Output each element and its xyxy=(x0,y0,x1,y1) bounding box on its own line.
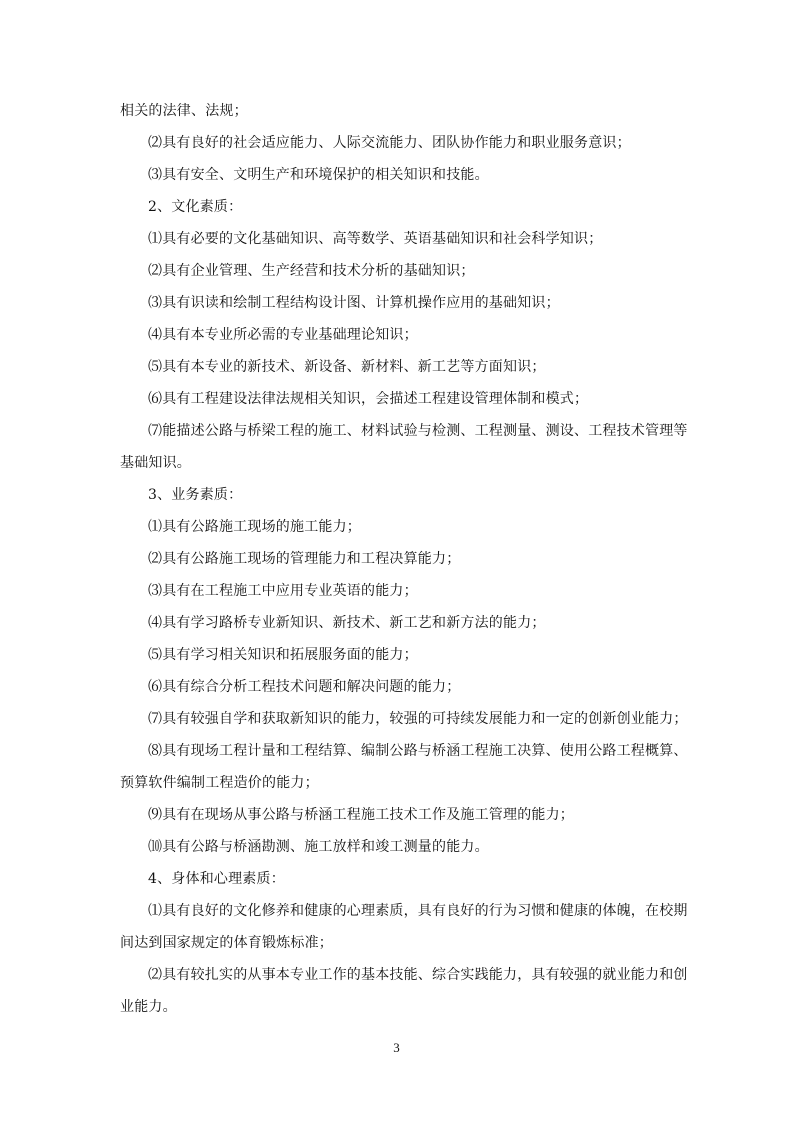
text-line: ⑸具有本专业的新技术、新设备、新材料、新工艺等方面知识； xyxy=(148,359,546,375)
text-line: ⑷具有学习路桥专业新知识、新技术、新工艺和新方法的能力； xyxy=(148,615,546,631)
text-line: ⑴具有公路施工现场的施工能力； xyxy=(148,519,361,535)
text-line: ⑵具有较扎实的从事本专业工作的基本技能、综合实践能力，具有较强的就业能力和创 xyxy=(148,967,688,983)
text-line: 相关的法律、法规； xyxy=(120,103,248,119)
text-line: ⑶具有安全、文明生产和环境保护的相关知识和技能。 xyxy=(148,167,489,183)
section-heading: 2、文化素质： xyxy=(148,199,243,215)
text-line: ⑺具有较强自学和获取新知识的能力，较强的可持续发展能力和一定的创新创业能力； xyxy=(148,711,688,727)
text-line: ⑹具有综合分析工程技术问题和解决问题的能力； xyxy=(148,679,461,695)
text-line: ⑵具有企业管理、生产经营和技术分析的基础知识； xyxy=(148,263,475,279)
section-heading: 4、身体和心理素质： xyxy=(148,871,285,887)
page-number: 3 xyxy=(393,1040,400,1055)
text-line: 业能力。 xyxy=(120,999,177,1015)
text-line: 间达到国家规定的体育锻炼标准； xyxy=(120,935,333,951)
section-heading: 3、业务素质： xyxy=(148,487,243,503)
text-line: ⑴具有必要的文化基础知识、高等数学、英语基础知识和社会科学知识； xyxy=(148,231,603,247)
text-line: 预算软件编制工程造价的能力； xyxy=(120,775,319,791)
text-line: ⑶具有在工程施工中应用专业英语的能力； xyxy=(148,583,418,599)
text-line: ⑹具有工程建设法律法规相关知识，会描述工程建设管理体制和模式； xyxy=(148,391,589,407)
text-line: ⑻具有现场工程计量和工程结算、编制公路与桥涵工程施工决算、使用公路工程概算、 xyxy=(148,743,688,759)
text-line: ⑽具有公路与桥涵勘测、施工放样和竣工测量的能力。 xyxy=(148,839,489,855)
text-line: ⑼具有在现场从事公路与桥涵工程施工技术工作及施工管理的能力； xyxy=(148,807,574,823)
text-line: ⑷具有本专业所必需的专业基础理论知识； xyxy=(148,327,418,343)
text-line: ⑺能描述公路与桥梁工程的施工、材料试验与检测、工程测量、测设、工程技术管理等 xyxy=(148,423,688,439)
text-line: ⑸具有学习相关知识和拓展服务面的能力； xyxy=(148,647,418,663)
text-line: ⑵具有公路施工现场的管理能力和工程决算能力； xyxy=(148,551,461,567)
text-line: ⑴具有良好的文化修养和健康的心理素质，具有良好的行为习惯和健康的体魄，在校期 xyxy=(148,903,688,919)
text-line: 基础知识。 xyxy=(120,455,191,471)
text-line: ⑵具有良好的社会适应能力、人际交流能力、团队协作能力和职业服务意识； xyxy=(148,135,631,151)
text-line: ⑶具有识读和绘制工程结构设计图、计算机操作应用的基础知识； xyxy=(148,295,560,311)
